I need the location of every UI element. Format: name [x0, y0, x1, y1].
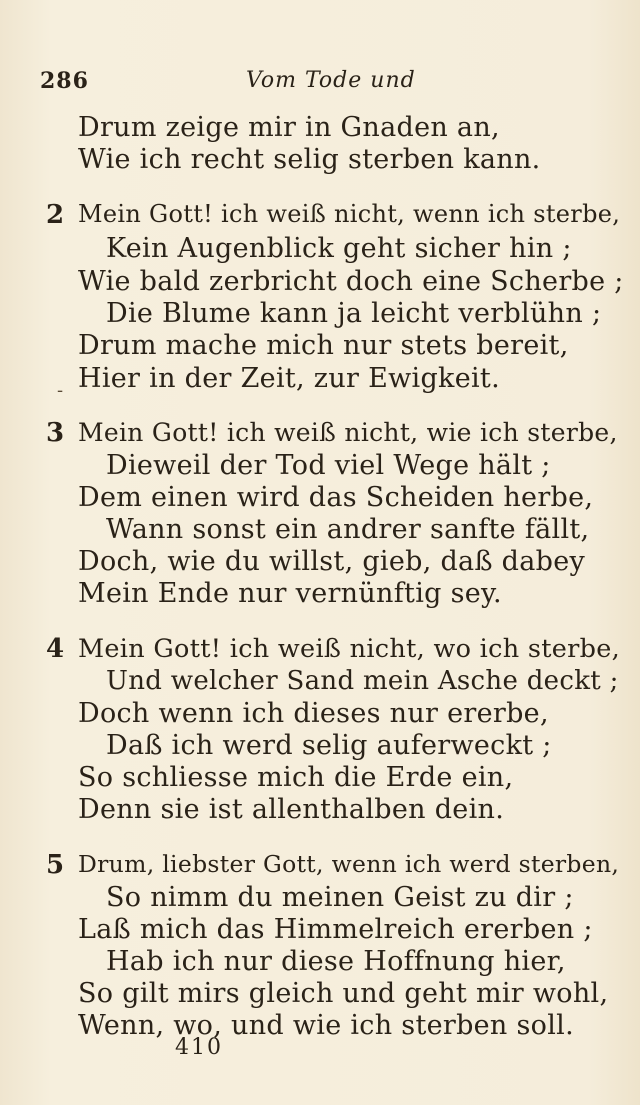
verse-line: Laß mich das Himmelreich ererben ; — [78, 914, 593, 945]
stanza-number: 5 — [46, 850, 65, 880]
signature-mark: 410 — [175, 1035, 223, 1060]
page-header — [40, 68, 440, 98]
verse-line: Wenn, wo, und wie ich sterben soll. — [78, 1010, 574, 1041]
verse-line: Wie bald zerbricht doch eine Scherbe ; — [78, 266, 624, 297]
verse-line: Denn sie ist allenthalben dein. — [78, 794, 505, 825]
verse-line: Die Blume kann ja leicht verblühn ; — [106, 298, 602, 329]
verse-line: Hier in der Zeit, zur Ewigkeit. — [78, 363, 500, 394]
verse-line: Dieweil der Tod viel Wege hält ; — [106, 450, 551, 481]
verse-line: Und welcher Sand mein Asche deckt ; — [106, 666, 619, 696]
verse-line: Hab ich nur diese Hoffnung hier, — [106, 946, 566, 977]
verse-line: Drum mache mich nur stets bereit, — [78, 330, 569, 361]
verse-line: Daß ich werd selig auferweckt ; — [106, 730, 552, 761]
verse-line: Drum, liebster Gott, wenn ich werd sterben, — [78, 850, 620, 878]
verse-line: Kein Augenblick geht sicher hin ; — [106, 233, 572, 264]
page-number: 286 — [40, 68, 89, 94]
verse-line: Doch, wie du willst, gieb, daß dabey — [78, 546, 586, 577]
verse-line: Doch wenn ich dieses nur ererbe, — [78, 698, 549, 729]
verse-line: Mein Gott! ich weiß nicht, wo ich sterbe, — [78, 634, 621, 664]
stanza-number: 4 — [46, 634, 65, 664]
stanza-number: 3 — [46, 418, 65, 448]
verse-line: Wie ich recht selig sterben kann. — [78, 144, 541, 175]
verse-line: So gilt mirs gleich und geht mir wohl, — [78, 978, 609, 1009]
verse-line: Wann sonst ein andrer sanfte fällt, — [106, 514, 590, 545]
verse-line: Mein Ende nur vernünftig sey. — [78, 578, 502, 609]
verse-line: So nimm du meinen Geist zu dir ; — [106, 882, 574, 913]
running-title: Vom Tode und — [246, 68, 416, 93]
verse-line: Dem einen wird das Scheiden herbe, — [78, 482, 594, 513]
stanza-number: 2 — [46, 200, 65, 230]
margin-mark: - — [57, 380, 64, 401]
verse-line: Mein Gott! ich weiß nicht, wie ich sterbe, — [78, 418, 618, 447]
verse-line: Drum zeige mir in Gnaden an, — [78, 112, 500, 143]
verse-line: Mein Gott! ich weiß nicht, wenn ich sterbe, — [78, 200, 621, 228]
verse-line: So schliesse mich die Erde ein, — [78, 762, 514, 793]
